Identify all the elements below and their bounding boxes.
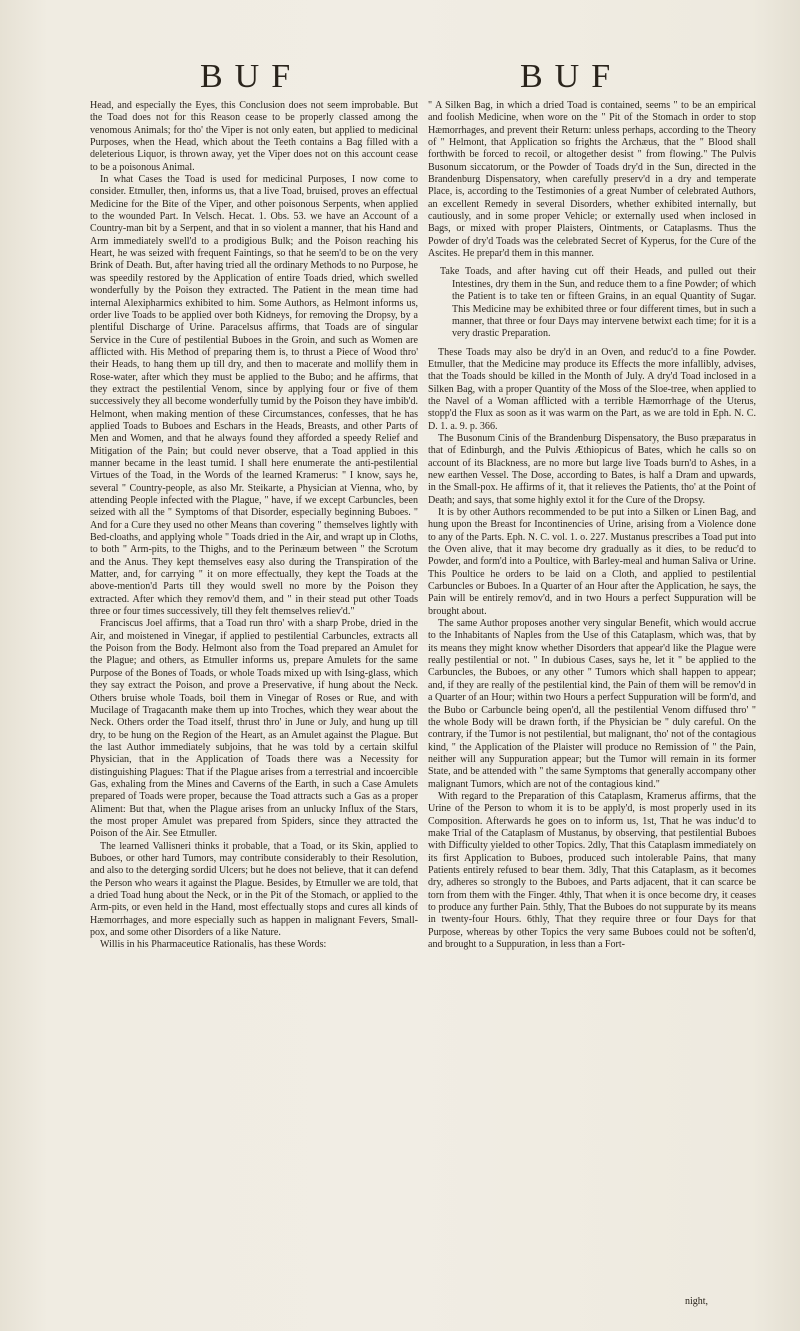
paragraph: Head, and especially the Eyes, this Conclusion does not seem improbable. But the Toad does not for this Reason cease to be properly classed among the venomous Animals; for tho' the Viper is not only eaten, but applied to medicinal Purposes, when the Head, which about the Teeth contains a Bag filled with a deleterious Liquor, is thrown away, yet the Viper does not on this account cease to be a poisonous Animal. — [90, 100, 418, 173]
paragraph: It is by other Authors recommended to be put into a Silken or Linen Bag, and hung upon the Breast for Incontinencies of Urine, arising from a Violence done to any of the Parts. Eph. N. C. vol. 1. o. 227. Mustanus prescribes a Toad put into the Oven alive, that it may become dry gradually as it dies, to be reduc'd to Powder, and form'd into a Poultice, with Barley-meal and human Saliva or Urine. This Poultice he orders to be laid on a Cloth, and applied to pestilential Carbuncles or Buboes. In a Quarter of an Hour after the Application, he says, the Pain will be entirely remov'd, and in two Hours a perfect Suppuration will be brought about. — [428, 507, 756, 617]
running-head-left: BUF — [200, 58, 303, 95]
paragraph: In what Cases the Toad is used for medicinal Purposes, I now come to consider. Etmuller, then, informs us, that a live Toad, bruised, proves an effectual Medicine for the Bite of the Viper, and other poisonous Serpents, when applied to the wounded Part. In Velsch. Hecat. 1. Obs. 53. we have an Account of a Country-man bit by a Serpent, and that in so violent a manner, that his Hand and Arm immediately swell'd to a prodigious Bulk; and the Poison reaching his Heart, he was seized with frequent Faintings, so that he seem'd to be on the very Brink of Death. But, after having tried all the ordinary Methods to no Purpose, he was speedily restored by the Application of entire Toads dried, which swelled wonderfully by the Poison they extracted. The Patient in the mean time had internal Alexipharmics exhibited to him. Some Authors, as Helmont informs us, order live Toads to be applied over both Kidneys, for removing the Dropsy, by a plentiful Discharge of Urine. Paracelsus affirms, that Toads are of singular Service in the Cure of pestilential Buboes in the Groin, and such as Women are afflicted with. His Method of preparing them is, to thrust a Piece of Wood thro' their Heads, to hang them up till dry, and then to macerate and mollify them in Rose-water, after which they must be applied to the Bubo; and he affirms, that they extract the pestilential Venom, since by applying four or five of them successively they all become wonderfully tumid by the Poison they have imbib'd. Helmont, when making mention of these Circumstances, confesses, that he has applied Toads to Buboes and Eschars in the Heads, Breasts, and other Parts of Men and Women, and that he always found they afforded a speedy Relief and Mitigation of the Pain; but could never observe, that a Toad applied in this manner became in the least tumid. I shall here enumerate the anti-pestilential Virtues of the Toad, in the Words of the learned Kramerus: " I know, says he, several " Country-people, as also Mr. Steikarte, a Physician at Vienna, who, by attending People infected with the Plague, " have, if we except Carbuncles, been seized with all the " Symptoms of that Disorder, especially beginning Buboes. " And for a Cure they used no other Means than covering " themselves lightly with Bed-cloaths, and applying whole " Toads dried in the Air, and wrapt up in Cloths, to both " Arm-pits, to the Thighs, and to the Perinæum between " the Scrotum and the Anus. They kept themselves easy also during the Transpiration of the Matter, and, for carrying " it on more effectually, they kept the Toads at the above-mention'd Parts till they would swell no more by the Poison they extracted. After which they remov'd them, and " in their stead put other Toads three or four times successively, till they felt themselves reliev'd." — [90, 174, 418, 618]
paragraph: The same Author proposes another very singular Benefit, which would accrue to the Inhabitants of Naples from the Use of this Cataplasm, which was, that by its means they might know whether Disorders that appear'd like the Plague were really pestilential or not. " In dubious Cases, says he, let it " be applied to the Carbuncles, the Buboes, or any other " Tumors which shall happen to appear; and, if they are really of the pestilential kind, the Pain of them will be remov'd in a Quarter of an Hour; within two Hours a perfect Suppuration will be form'd, and the Bubo or Carbuncle being open'd, all the pestilential Venom diffused thro' " the whole Body will be drawn forth, if the Physician be " duly careful. On the contrary, if the Tumor is not pestilential, but malignant, tho' not of the contagious kind, " the Application of the Plaister will produce no Remission of " the Pain, neither will any Suppuration appear; but the Tumor will remain in its former State, and be attended with " the same Symptoms that generally accompany other malignant Tumors, which are not of the contagious kind." — [428, 618, 756, 790]
catchword: night, — [684, 1296, 708, 1307]
right-column — [428, 100, 756, 951]
paragraph: Willis in his Pharmaceutice Rationalis, has these Words: — [100, 939, 327, 951]
paragraph: Franciscus Joel affirms, that a Toad run thro' with a sharp Probe, dried in the Air, and moistened in Vinegar, if applied to pestilential Carbuncles, extracts all the Poison from the Body. Helmont also from the Toad prepared an Amulet for the Plague; and others, as Etmuller informs us, prepare Amulets for the same Purpose of the Bones of Toads, or whole Toads mixed up with Ising-glass, which they say extract the Poison, and prove a Preservative, if hung about the Neck. Others bruise whole Toads, boil them in Vinegar of Roses or Rue, and with Mucilage of Tragacanth make them up into Troches, which they wear about the Neck. Others order the Toad itself, thrust thro' in June or July, and hung up till dry, to be hung on the Region of the Heart, as an Amulet against the Plague. But the last Author immediately subjoins, that he was told by a certain skilful Physician, that in the Application of Toads there was a Necessity for distinguishing Plagues: That if the Plague arises from a terrestrial and incoercible Gas, exhaling from the Mines and Caverns of the Earth, in such a Case Amulets prepared of Toads were proper, because the Toad attracts such a Gas as a proper Aliment: But that, when the Plague arises from an unlucky Influx of the Stars, the most proper Amulet was prepared from Spiders, since they attracted the Poison of the Air. See Etmuller. — [90, 618, 418, 840]
paragraph: The Busonum Cinis of the Brandenburg Dispensatory, the Buso præparatus in that of Edinburgh, and the Pulvis Æthiopicus of Bates, which he calls so on account of its Blackness, are no more but large live Toads burn'd to Ashes, in a new earthen Vessel. The Dose, according to Bates, is half a Dram and upwards, in the Small-pox. He affirms of it, that it relieves the Patients, tho' at the Point of Death; and says, that some highly extol it for the Cure of the Dropsy. — [428, 432, 756, 506]
paragraph: The learned Vallisneri thinks it probable, that a Toad, or its Skin, applied to Buboes, or other hard Tumors, may contribute considerably to their Resolution, and also to the deterging sordid Ulcers; but he does not believe, that it can defend the Person who wears it against the Plague. Besides, by Etmuller we are told, that a dried Toad hung about the Neck, or in the Pit of the Stomach, or applied to the Arm-pits, or even held in the Hand, most effectually stops and cures all kinds of Hæmorrhages, and more especially such as happen in malignant Fevers, Small-pox, and some other Disorders of a like Nature. — [90, 840, 418, 939]
paragraph: With regard to the Preparation of this Cataplasm, Kramerus affirms, that the Urine of the Person to whom it is to be apply'd, is most properly used in its Composition. Afterwards he goes on to inform us, 1st, That he was induc'd to make Trial of the Cataplasm of Mustanus, by observing, that pestilential Buboes with Difficulty yielded to other Topics. 2dly, That this Cataplasm immediately on its first Application to Buboes, produced such intolerable Pains, that many Patients entirely refused to bear them. 3dly, That this Cataplasm, as it becomes dry, adheres so strongly to the Buboes, and Parts adjacent, that it can scarce be torn from them with the Finger. 4thly, That when it is once become dry, it ceases to produce any further Pain. 5thly, That the Buboes do not suppurate by its means in twenty-four Hours. 6thly, That they require three or four Days for that Purpose, whereas by other Topics the very same Buboes could not be soften'd, and brought to a Suppuration, in less than a Fort- — [428, 790, 756, 951]
running-head-right: BUF — [520, 58, 623, 95]
left-column — [90, 100, 418, 952]
paragraph: " A Silken Bag, in which a dried Toad is contained, seems " to be an empirical and foolish Medicine, when wore on the " Pit of the Stomach in order to stop Hæmorrhages, and prevent their Return: unless perhaps, according to the Theory of " Helmont, that Application so frights the Archæus, that the " Blood shall forthwith be forced to recoil, or altogether desist " from flowing." The Pulvis Busonum siccatorum, or the Powder of Toads dry'd in the Sun, directed in the Brandenburg Dispensatory, when carefully preserv'd in a dry and temperate Place, is, according to the Testimonies of a great Number of celebrated Authors, an excellent Remedy in several Disorders, whether exhibited internally, but cautiously, and in some proper Vehicle; or externally used when inclosed in Bags, or mixed with proper Plaisters, Ointments, or Cataplasms. Thus the Powder of dry'd Toads was the celebrated Secret of Kyperus, for the Cure of the Ascites. He prepar'd them in this manner. — [428, 100, 756, 260]
paragraph: These Toads may also be dry'd in an Oven, and reduc'd to a fine Powder. Etmuller, that the Medicine may produce its Effects the more infallibly, advises, that the Toads should be killed in the Month of July. A dry'd Toad inclosed in a Silken Bag, with a proper Quantity of the Moss of the Sloe-tree, when applied to the Navel of a Woman afflicted with a terrible Hæmorrhage of the Uterus, stopp'd the Flux as soon as it was warm on the Part, as we are told in Eph. N. C. D. 1. a. 9. p. 366. — [428, 346, 756, 432]
recipe-paragraph: Take Toads, and after having cut off their Heads, and pulled out their Intestines, dry them in the Sun, and reduce them to a fine Powder; of which the Patient is to take ten or fifteen Grains, in an equal Quantity of Sugar. This Medicine may be exhibited three or four different times, but in such a manner, that three or four Days may intervene betwixt each time; for it is a very drastic Preparation. — [440, 266, 756, 340]
